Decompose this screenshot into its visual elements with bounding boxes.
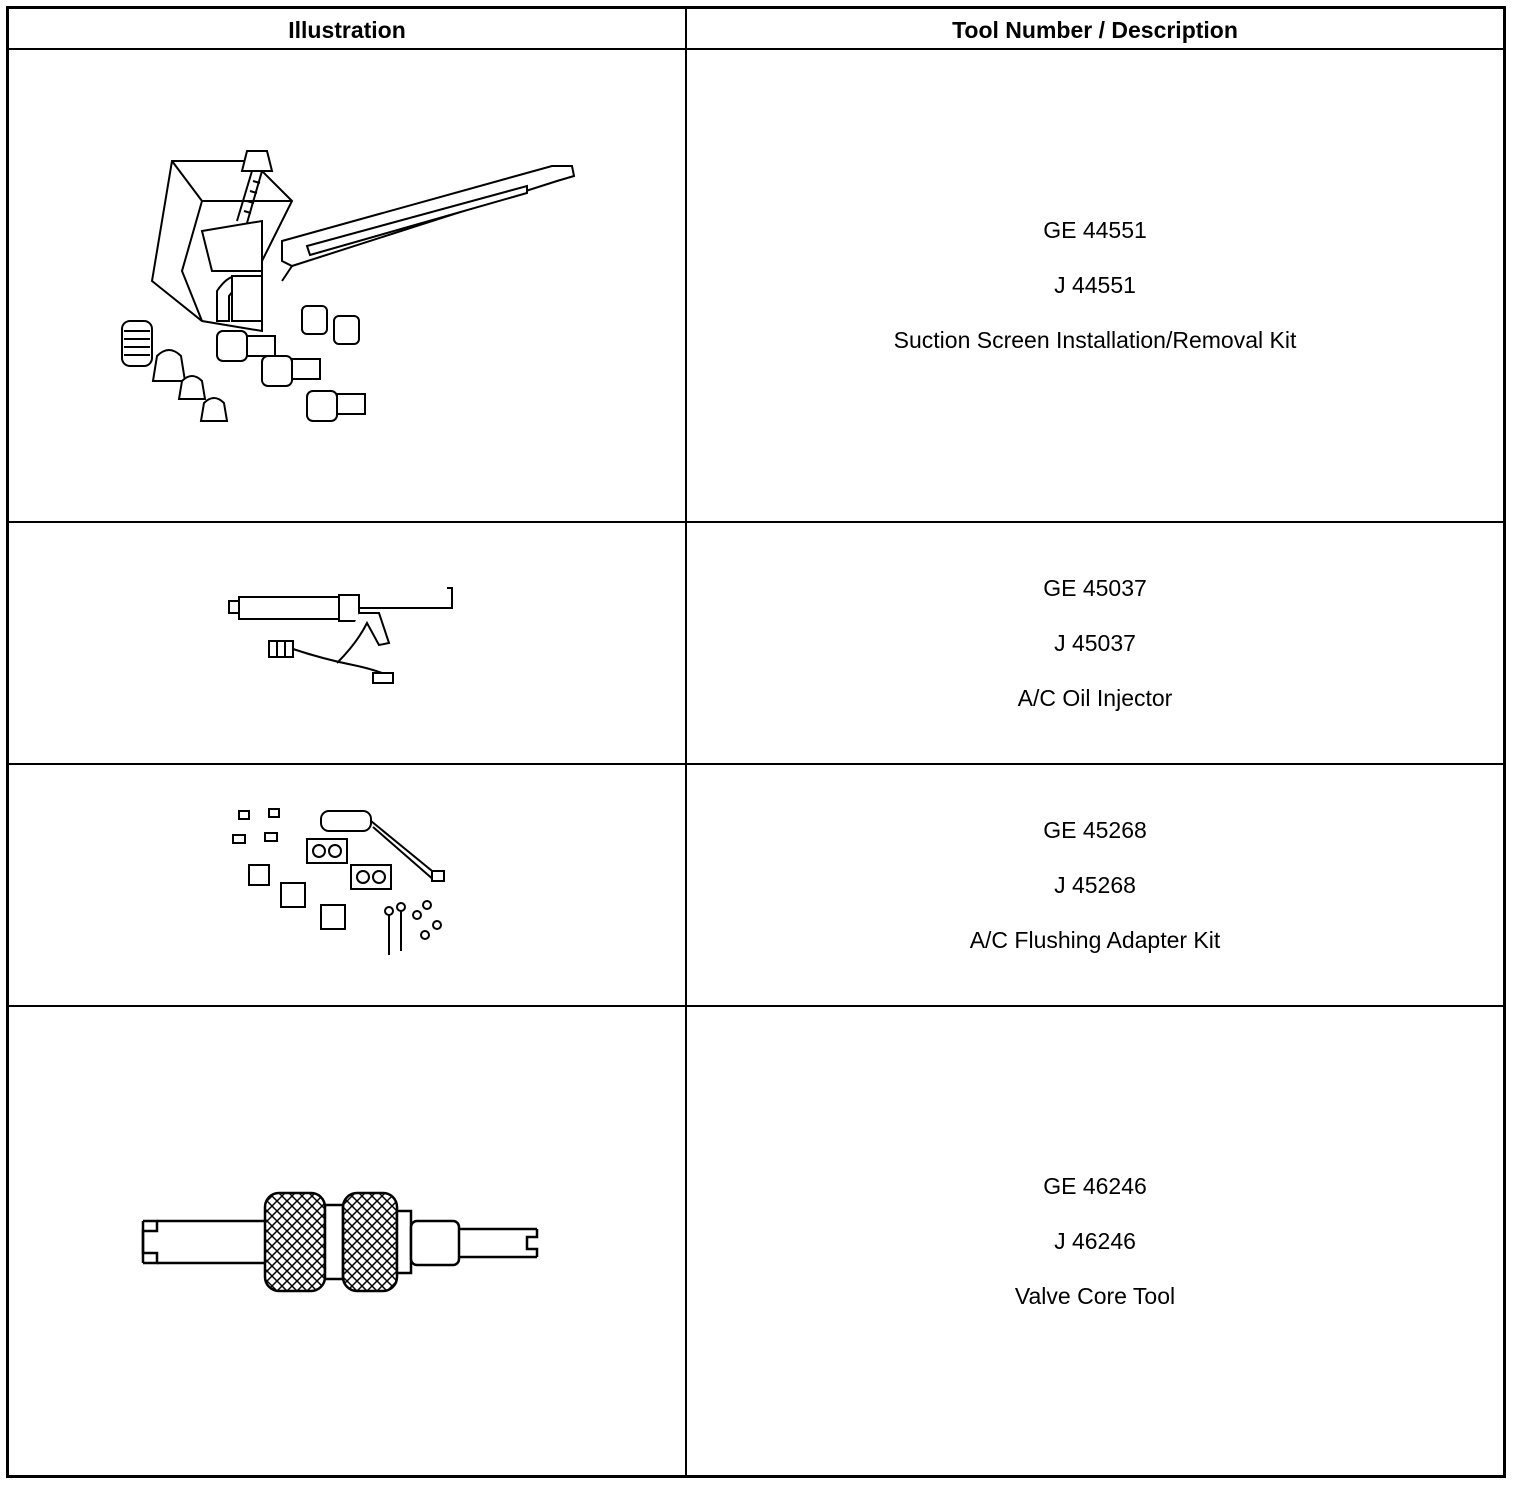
illustration-cell [9,1007,685,1475]
valve-core-tool-icon [137,1171,557,1311]
ge-number: GE 46246 [1043,1172,1147,1199]
j-number: J 46246 [1054,1227,1136,1254]
tool-table [6,6,1506,1478]
tool-description: Valve Core Tool [1014,1282,1176,1309]
oil-injector-icon [227,583,467,703]
description-cell [687,765,1503,1005]
header-illustration: Illustration [288,16,406,43]
j-number: J 45037 [1054,629,1136,656]
illustration-cell [9,523,685,763]
ge-number: GE 45268 [1043,816,1147,843]
j-number: J 45268 [1054,871,1136,898]
flushing-adapter-kit-icon [227,805,467,965]
j-number: J 44551 [1054,272,1136,298]
ge-number: GE 44551 [1043,217,1147,243]
tool-description: A/C Oil Injector [1017,684,1173,711]
illustration-cell [9,50,685,521]
illustration-cell [9,765,685,1005]
description-cell [687,523,1503,763]
description-cell [687,1007,1503,1475]
tool-description: Suction Screen Installation/Removal Kit [893,327,1297,353]
description-cell [687,50,1503,521]
tool-description: A/C Flushing Adapter Kit [969,926,1221,953]
header-tool-description: Tool Number / Description [952,16,1238,43]
suction-screen-kit-icon [112,141,582,431]
ge-number: GE 45037 [1043,574,1147,601]
